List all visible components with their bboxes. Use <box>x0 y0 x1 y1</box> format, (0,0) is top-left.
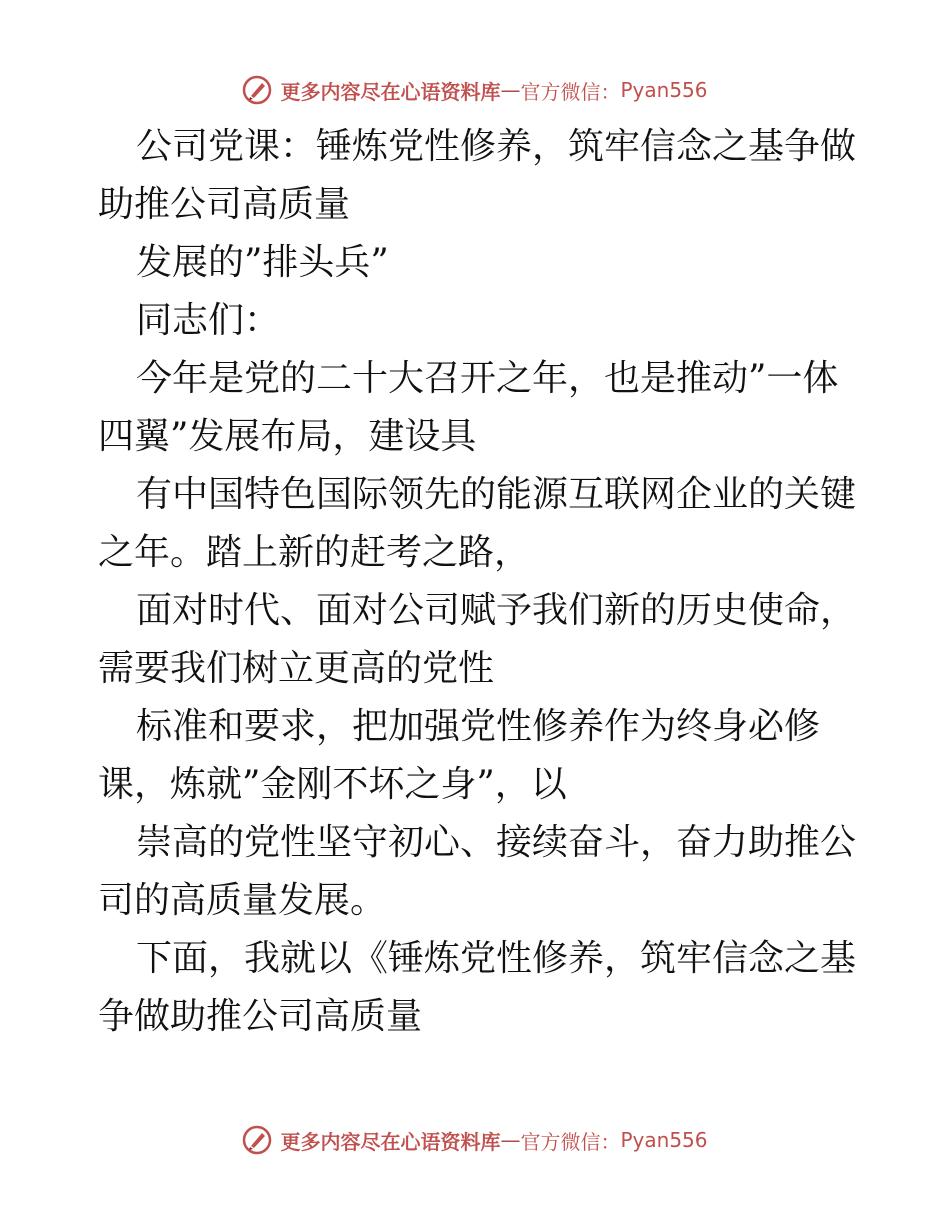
paragraph-title: 公司党课：锤炼党性修养，筑牢信念之基争做助推公司高质量 <box>98 126 857 225</box>
watermark-wechat-id: Pyan556 <box>620 1128 708 1152</box>
paragraph-salutation: 同志们： <box>136 300 281 341</box>
header-watermark <box>0 70 950 110</box>
footer-watermark <box>0 1120 950 1160</box>
watermark-wechat-label: 官方微信： <box>520 1129 621 1154</box>
paragraph-body: 标准和要求，把加强党性修养作为终身必修课，炼就”金刚不坏之身”，以 <box>98 706 821 805</box>
paragraph-body: 崇高的党性坚守初心、接续奋斗，奋力助推公司的高质量发展。 <box>98 822 857 921</box>
watermark-wechat-label: 官方微信： <box>520 79 621 104</box>
watermark-separator: — <box>500 78 521 102</box>
paragraph-body: 下面，我就以《锤炼党性修养，筑牢信念之基争做助推公司高质量 <box>98 938 857 1037</box>
watermark-brand: 更多内容尽在心语资料库 <box>280 79 501 104</box>
watermark-separator: — <box>500 1128 521 1152</box>
paragraph-body: 今年是党的二十大召开之年，也是推动”一体四翼”发展布局，建设具 <box>98 358 839 457</box>
pen-seal-logo-icon <box>242 1125 272 1155</box>
paragraph-body: 有中国特色国际领先的能源互联网企业的关键之年。踏上新的赶考之路， <box>98 474 857 573</box>
paragraph-body: 面对时代、面对公司赋予我们新的历史使命，需要我们树立更高的党性 <box>98 590 857 689</box>
watermark-wechat-id: Pyan556 <box>620 78 708 102</box>
document-body <box>98 118 858 1046</box>
pen-seal-logo-icon <box>242 75 272 105</box>
watermark-brand: 更多内容尽在心语资料库 <box>280 1129 501 1154</box>
paragraph-title-continued: 发展的”排头兵” <box>136 242 389 283</box>
